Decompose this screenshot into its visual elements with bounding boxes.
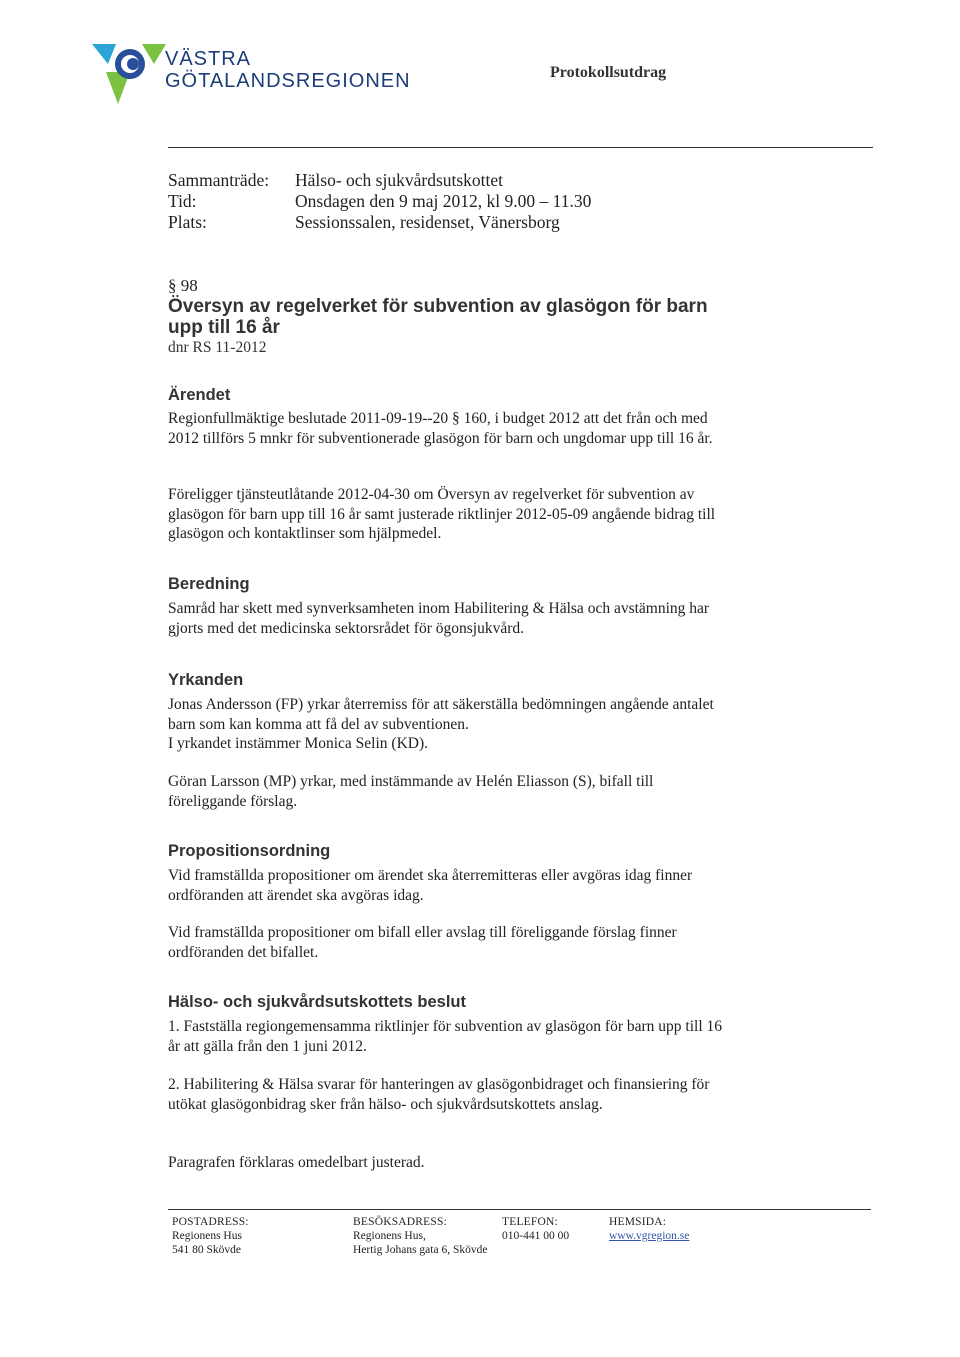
yrkanden-paragraph-2: Göran Larsson (MP) yrkar, med instämmande av Helén Eliasson (S), bifall till föreliggande förslag. — [168, 773, 654, 810]
beslut-closing: Paragrafen förklaras omedelbart justerad. — [168, 1154, 425, 1171]
meta-row-sammantrade — [168, 170, 591, 191]
homepage-link[interactable]: www.vgregion.se — [609, 1230, 690, 1242]
arendet-paragraph-1: Regionfullmäktige beslutade 2011-09-19--20 § 160, i budget 2012 att det från och med 2012 tillförs 5 mnkr för subventionerade glasögon för barn och ungdomar upp till 16 år. — [168, 410, 713, 447]
yrkanden-paragraph-1-cont: I yrkandet instämmer Monica Selin (KD). — [168, 735, 428, 752]
heading-yrkanden: Yrkanden — [168, 671, 244, 689]
heading-beslut: Hälso- och sjukvårdsutskottets beslut — [168, 993, 466, 1011]
meta-key: Tid: — [168, 191, 197, 211]
vgr-logo-icon — [90, 42, 170, 106]
meta-row-plats — [168, 212, 591, 233]
yrkanden-paragraph-1: Jonas Andersson (FP) yrkar återremiss för att säkerställa bedömningen angående antalet barn som kan komma att få del av subventionen. — [168, 696, 714, 733]
propositionsordning-paragraph-2: Vid framställda propositioner om bifall eller avslag till föreliggande förslag finner ordföranden det bifallet. — [168, 924, 677, 961]
org-name-line2: GÖTALANDSREGIONEN — [165, 70, 411, 92]
footer-besoksadress — [353, 1215, 487, 1257]
footer-value: Regionens Hus — [172, 1230, 242, 1242]
footer-telefon — [502, 1215, 569, 1243]
footer-divider — [168, 1209, 871, 1210]
footer-hemsida — [609, 1215, 689, 1243]
meta-row-tid — [168, 191, 591, 212]
footer-label: TELEFON: — [502, 1216, 558, 1228]
org-name — [165, 48, 411, 92]
meta-value: Onsdagen den 9 maj 2012, kl 9.00 – 11.30 — [295, 191, 592, 211]
beslut-point-2: 2. Habilitering & Hälsa svarar för hanteringen av glasögonbidraget och finansiering för utökat glasögonbidrag sker från hälso- och sjukvårdsutskottets anslag. — [168, 1076, 710, 1113]
org-name-line1: VÄSTRA — [165, 48, 252, 70]
heading-arendet: Ärendet — [168, 386, 231, 404]
beslut-point-1: 1. Fastställa regiongemensamma riktlinjer för subvention av glasögon för barn upp till 16 år att gälla från den 1 juni 2012. — [168, 1018, 723, 1055]
diary-number: dnr RS 11-2012 — [168, 339, 267, 356]
footer-value: Hertig Johans gata 6, Skövde — [353, 1244, 488, 1256]
heading-propositionsordning: Propositionsordning — [168, 842, 331, 860]
document-type: Protokollsutdrag — [550, 64, 667, 81]
meta-key: Sammanträde: — [168, 170, 270, 190]
header-divider — [168, 147, 873, 148]
meta-value: Sessionssalen, residenset, Vänersborg — [295, 212, 560, 232]
meeting-meta — [168, 170, 591, 233]
footer-label: BESÖKSADRESS: — [353, 1216, 447, 1228]
arendet-paragraph-2: Föreligger tjänsteutlåtande 2012-04-30 om Översyn av regelverket för subvention av glasögon för barn upp till 16 år samt justerade riktlinjer 2012-05-09 angående bidrag till glasögon och kontaktlinser som hjälpmedel. — [168, 486, 716, 542]
heading-beredning: Beredning — [168, 575, 250, 593]
meta-value: Hälso- och sjukvårdsutskottet — [295, 170, 504, 190]
section-title: Översyn av regelverket för subvention av glasögon för barn upp till 16 år — [168, 296, 708, 338]
paragraph-number: § 98 — [168, 276, 198, 295]
footer-value: 010-441 00 00 — [502, 1230, 570, 1242]
meta-key: Plats: — [168, 212, 207, 232]
footer-label: HEMSIDA: — [609, 1216, 667, 1228]
footer-value: 541 80 Skövde — [172, 1244, 241, 1256]
beredning-paragraph: Samråd har skett med synverksamheten inom Habilitering & Hälsa och avstämning har gjorts med det medicinska sektorsrådet för ögonsjukvård. — [168, 600, 710, 637]
footer-value: Regionens Hus, — [353, 1230, 426, 1242]
footer-label: POSTADRESS: — [172, 1216, 249, 1228]
footer-postadress — [172, 1215, 249, 1257]
propositionsordning-paragraph-1: Vid framställda propositioner om ärendet ska återremitteras eller avgöras idag finner ordföranden att ärendet ska avgöras idag. — [168, 867, 693, 904]
